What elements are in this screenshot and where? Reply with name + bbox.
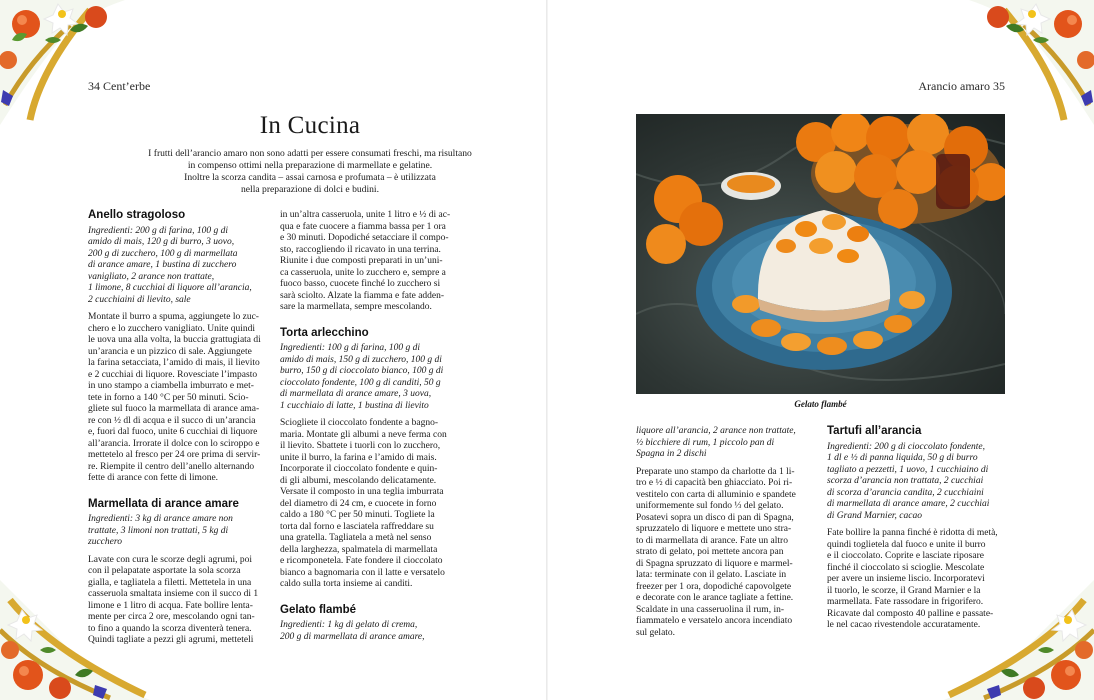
text-line: caldo sulla torta insieme ai canditi. (280, 579, 413, 589)
recipe-instructions (636, 467, 816, 640)
intro-line: I frutti dell’arancio amaro non sono adatti per essere consumati freschi, ma risultano (148, 148, 472, 159)
text-line: gliete sul fuoco la marmellata di arance ama- (88, 404, 260, 414)
text-line: Sciogliete il cioccolato fondente a bagno- (280, 418, 439, 428)
text-column-4 (827, 426, 1007, 632)
text-line: di marmellata di arance amare, 3 uova, (280, 389, 432, 399)
text-line: di gli albumi, mescolando delicatamente. (280, 475, 437, 486)
text-line: zucchero (88, 537, 122, 547)
text-line: il lievito. Sbattete i tuorli con lo zucchero, (280, 441, 441, 451)
text-line: Incorporate il cioccolato fondente e quin- (280, 464, 438, 474)
text-line: lata: terminate con il gelato. Lasciate in (636, 570, 787, 580)
text-line: Posatevi sopra un disco di pan di Spagna, (636, 512, 794, 523)
text-line: Versate il composto in una teglia imburrata (280, 487, 444, 497)
text-line: 1 cucchiaio di latte, 1 bustina di lievito (280, 400, 429, 411)
text-line: amido di mais, 120 g di burro, 3 uovo, (88, 237, 235, 247)
text-line: un’arancia e un pizzico di sale. Aggiungete (88, 346, 252, 357)
text-line: gialla, e tagliatela a filetti. Mettetela in una (88, 577, 252, 588)
recipe-ingredients (88, 226, 270, 307)
gelato-flambe-photo (636, 114, 1005, 394)
text-line: Ingredienti: 200 g di cioccolato fondente, (827, 441, 985, 452)
text-line: sto, raccogliendo il ricavato in una terrina. (280, 244, 441, 255)
text-line: mente per circa 2 ore, mescolando ogni tan- (88, 612, 255, 622)
text-line: con il pelapatate asportate la sola scorza (88, 566, 241, 576)
text-line: il tuorlo, le scorze, il Grand Marnier e la (827, 585, 981, 596)
text-line: tete in forno a 140 °C per 50 minuti. Scio- (88, 392, 249, 403)
text-line: to fino a quando la scorza diventerà tenera. (88, 623, 252, 634)
text-line: burro, 150 g di cioccolato bianco, 100 g di (280, 366, 444, 376)
recipe-title: Gelato flambé (280, 603, 357, 616)
text-column-2 (280, 210, 460, 643)
floral-corner-top-right (969, 0, 1094, 125)
text-line: casseruola smaltata insieme con il succo di 1 (88, 589, 259, 599)
text-line: per avere un insieme liscio. Incorporatevi (827, 574, 985, 584)
intro-line: in compenso ottimi nella preparazione di marmellate e gelatine. (187, 160, 433, 171)
recipe-ingredients (88, 514, 270, 549)
recipe-title: Anello stragoloso (88, 209, 186, 221)
text-line: Spagna in 2 dischi (636, 449, 707, 459)
text-line: limone e 1 litro di acqua. Fate bollire lenta- (88, 600, 253, 611)
text-line: re con ½ dl di acqua e il succo di un’arancia (88, 415, 256, 426)
recipe-ingredients (827, 442, 1007, 523)
text-line: Ingredienti: 3 kg di arance amare non (88, 514, 233, 524)
text-line: spruzzatelo di liquore e mettete uno stra- (636, 524, 792, 534)
text-line: fuoco basso, cuocete finché lo zucchero si (280, 279, 441, 289)
text-line: del diametro di 24 cm, e cuocete in forno (280, 498, 437, 509)
text-line: unite il burro, la farina e l’amido di mais. (280, 452, 437, 463)
text-line: e il cioccolato. Coprite e lasciate riposare (827, 551, 984, 561)
text-line: all’arancia. Irrorate il dolce con lo sciroppo e (88, 438, 260, 449)
intro-line: nella preparazione di dolci e budini. (241, 184, 379, 195)
text-line: ½ bicchiere di rum, 1 piccolo pan di (636, 437, 775, 448)
recipe-ingredients (280, 343, 460, 412)
text-line: vanigliato, 2 arance non trattate, (88, 271, 215, 282)
text-line: Ricavate dal composto 40 palline e passate- (827, 608, 994, 619)
text-line: di Spagna spruzzato di liquore e marmel- (636, 558, 793, 569)
page-header-left: 34 Cent’erbe (88, 79, 151, 93)
floral-corner-top-left (0, 0, 125, 125)
text-line: Ingredienti: 1 kg di gelato di crema, (280, 620, 418, 630)
recipe-instructions (280, 210, 460, 314)
recipe-title: Tartufi all’arancia (827, 425, 922, 437)
text-line: amido di mais, 150 g di zucchero, 100 g di (280, 354, 442, 365)
text-line: torta dal forno e lasciatela raffreddare su (280, 521, 434, 532)
text-line: 200 g di zucchero, 100 g di marmellata (88, 248, 238, 259)
text-line: to di marmellata di arance. Fate un altro (636, 535, 788, 546)
text-line: in un’altra casseruola, unite 1 litro e ½ di ac- (280, 210, 451, 220)
text-line: scorza d’arancia non trattata, 2 cucchiai (827, 476, 984, 486)
recipe-ingredients (280, 620, 460, 643)
book-gutter (546, 0, 548, 700)
recipe-instructions (88, 555, 270, 647)
text-line: Montate il burro a spuma, aggiungete lo zuc- (88, 312, 259, 322)
recipe-instructions (827, 528, 1007, 632)
recipe-instructions (280, 418, 460, 591)
recipe-ingredients (636, 426, 816, 461)
text-line: di scorza d’arancia candita, 2 cucchiaini (827, 487, 984, 498)
text-line: Riunite i due composti preparati in un’uni- (280, 256, 443, 266)
text-line: la farina setacciata, l’amido di mais, il lievito (88, 358, 260, 368)
text-line: le uova una alla volta, la buccia grattugiata di (88, 335, 261, 345)
text-line: della larghezza, spalmatela di marmellata (280, 544, 438, 555)
text-line: 1 dl e ½ di panna liquida, 50 g di burro (827, 453, 978, 463)
text-line: mettetelo al fresco per 24 ore prima di servir- (88, 450, 261, 460)
text-line: strato di gelato, poi mettete ancora pan (636, 547, 784, 557)
photo-caption: Gelato flambé (794, 399, 847, 409)
text-line: caldo a 180 °C per 50 minuti. Togliete la (280, 510, 435, 520)
intro-line: Inoltre la scorza candita – assai carnosa e profumata – è utilizzata (184, 172, 436, 183)
text-line: e 30 minuti. Dopodiché setacciare il compo- (280, 233, 449, 243)
text-line: ca casseruola, unite lo zucchero e, sempre a (280, 267, 446, 278)
text-line: una gratella. Tagliatela a metà nel senso (280, 533, 432, 543)
recipe-title: Torta arlecchino (280, 326, 369, 339)
text-line: di Grand Marnier, cacao (827, 510, 922, 521)
text-line: di arance amare, 1 bustina di zucchero (88, 260, 237, 270)
text-line: sare la marmellata, sempre mescolando. (280, 302, 432, 312)
recipe-instructions (88, 312, 270, 485)
text-line: qua e fate cuocere a fiamma bassa per 1 ora (280, 221, 446, 232)
text-line: Quindi tagliate a pezzi gli agrumi, metteteli (88, 635, 254, 645)
text-line: le nel cacao rivestendole accuratamente. (827, 620, 981, 630)
recipe-title: Marmellata di arance amare (88, 497, 239, 510)
intro-paragraph (100, 148, 520, 196)
text-column-1 (88, 210, 270, 647)
dessert-illustration (636, 114, 1005, 394)
text-line: tro e ½ di capacità ben ghiacciato. Poi ri- (636, 478, 793, 488)
text-line: quindi toglietela dal fuoco e unite il burro (827, 539, 986, 550)
text-line: tagliato a pezzetti, 1 uovo, 1 cucchiaino di (827, 464, 989, 475)
text-line: finché il cioccolato si scioglie. Mescolate (827, 562, 985, 573)
text-line: e ricomponetela. Fate fondere il cioccolato (280, 556, 443, 566)
text-line: fette di arance con fette di limone. (88, 473, 219, 483)
text-line: maria. Montate gli albumi a neve ferma con (280, 429, 447, 440)
text-line: e 2 cucchiai di liquore. Rovesciate l’impasto (88, 369, 258, 380)
page-header-right: Arancio amaro 35 (918, 79, 1005, 93)
text-line: cioccolato fondente, 100 g di canditi, 50 g (280, 377, 441, 388)
text-line: freezer per 1 ora, dopodiché capovolgete (636, 581, 792, 592)
text-line: fiammatelo e versatelo ancora incendiato (636, 616, 793, 626)
text-line: di marmellata di arance amare, 2 cucchiai (827, 499, 990, 509)
text-line: marmellata. Fate rassodare in frigorifero. (827, 597, 984, 607)
text-column-3 (636, 426, 816, 639)
text-line: Ingredienti: 100 g di farina, 100 g di (280, 343, 421, 353)
text-line: trattate, 3 limoni non trattati, 5 kg di (88, 525, 229, 536)
page-title: In Cucina (259, 112, 361, 139)
text-line: Fate bollire la panna finché è ridotta di metà, (827, 528, 998, 538)
text-line: 2 cucchiaini di lievito, sale (88, 294, 191, 305)
text-line: e decorate con le arance tagliate a fettine. (636, 593, 794, 603)
text-line: in uno stampo a ciambella imburrato e met- (88, 381, 254, 391)
text-line: 1 limone, 8 cucchiai di liquore all’arancia, (88, 283, 252, 293)
text-line: sul gelato. (636, 627, 676, 638)
text-line: Preparate uno stampo da charlotte da 1 li- (636, 466, 795, 477)
text-line: chero e lo zucchero vanigliato. Unite quindi (88, 323, 255, 334)
text-line: Ingredienti: 200 g di farina, 100 g di (88, 225, 229, 236)
text-line: e, fuori dal fuoco, unite 6 cucchiai di liquore (88, 427, 258, 437)
text-line: re. Riempite il centro dell’anello alternando (88, 461, 255, 472)
text-line: Lavate con cura le scorze degli agrumi, poi (88, 554, 253, 565)
text-line: vestitelo con carta di alluminio e spandete (636, 489, 796, 500)
text-line: Scaldate in una casseruolina il rum, in- (636, 604, 784, 615)
text-line: uniformemente sul fondo ⅓ del gelato. (636, 501, 784, 511)
text-line: liquore all’arancia, 2 arance non trattate, (636, 426, 796, 436)
text-line: 200 g di marmellata di arance amare, (280, 631, 425, 642)
text-line: sarà sciolto. Alzate la fiamma e fate adden- (280, 290, 445, 301)
text-line: bianco a bagnomaria con il latte e versatelo (280, 567, 445, 578)
